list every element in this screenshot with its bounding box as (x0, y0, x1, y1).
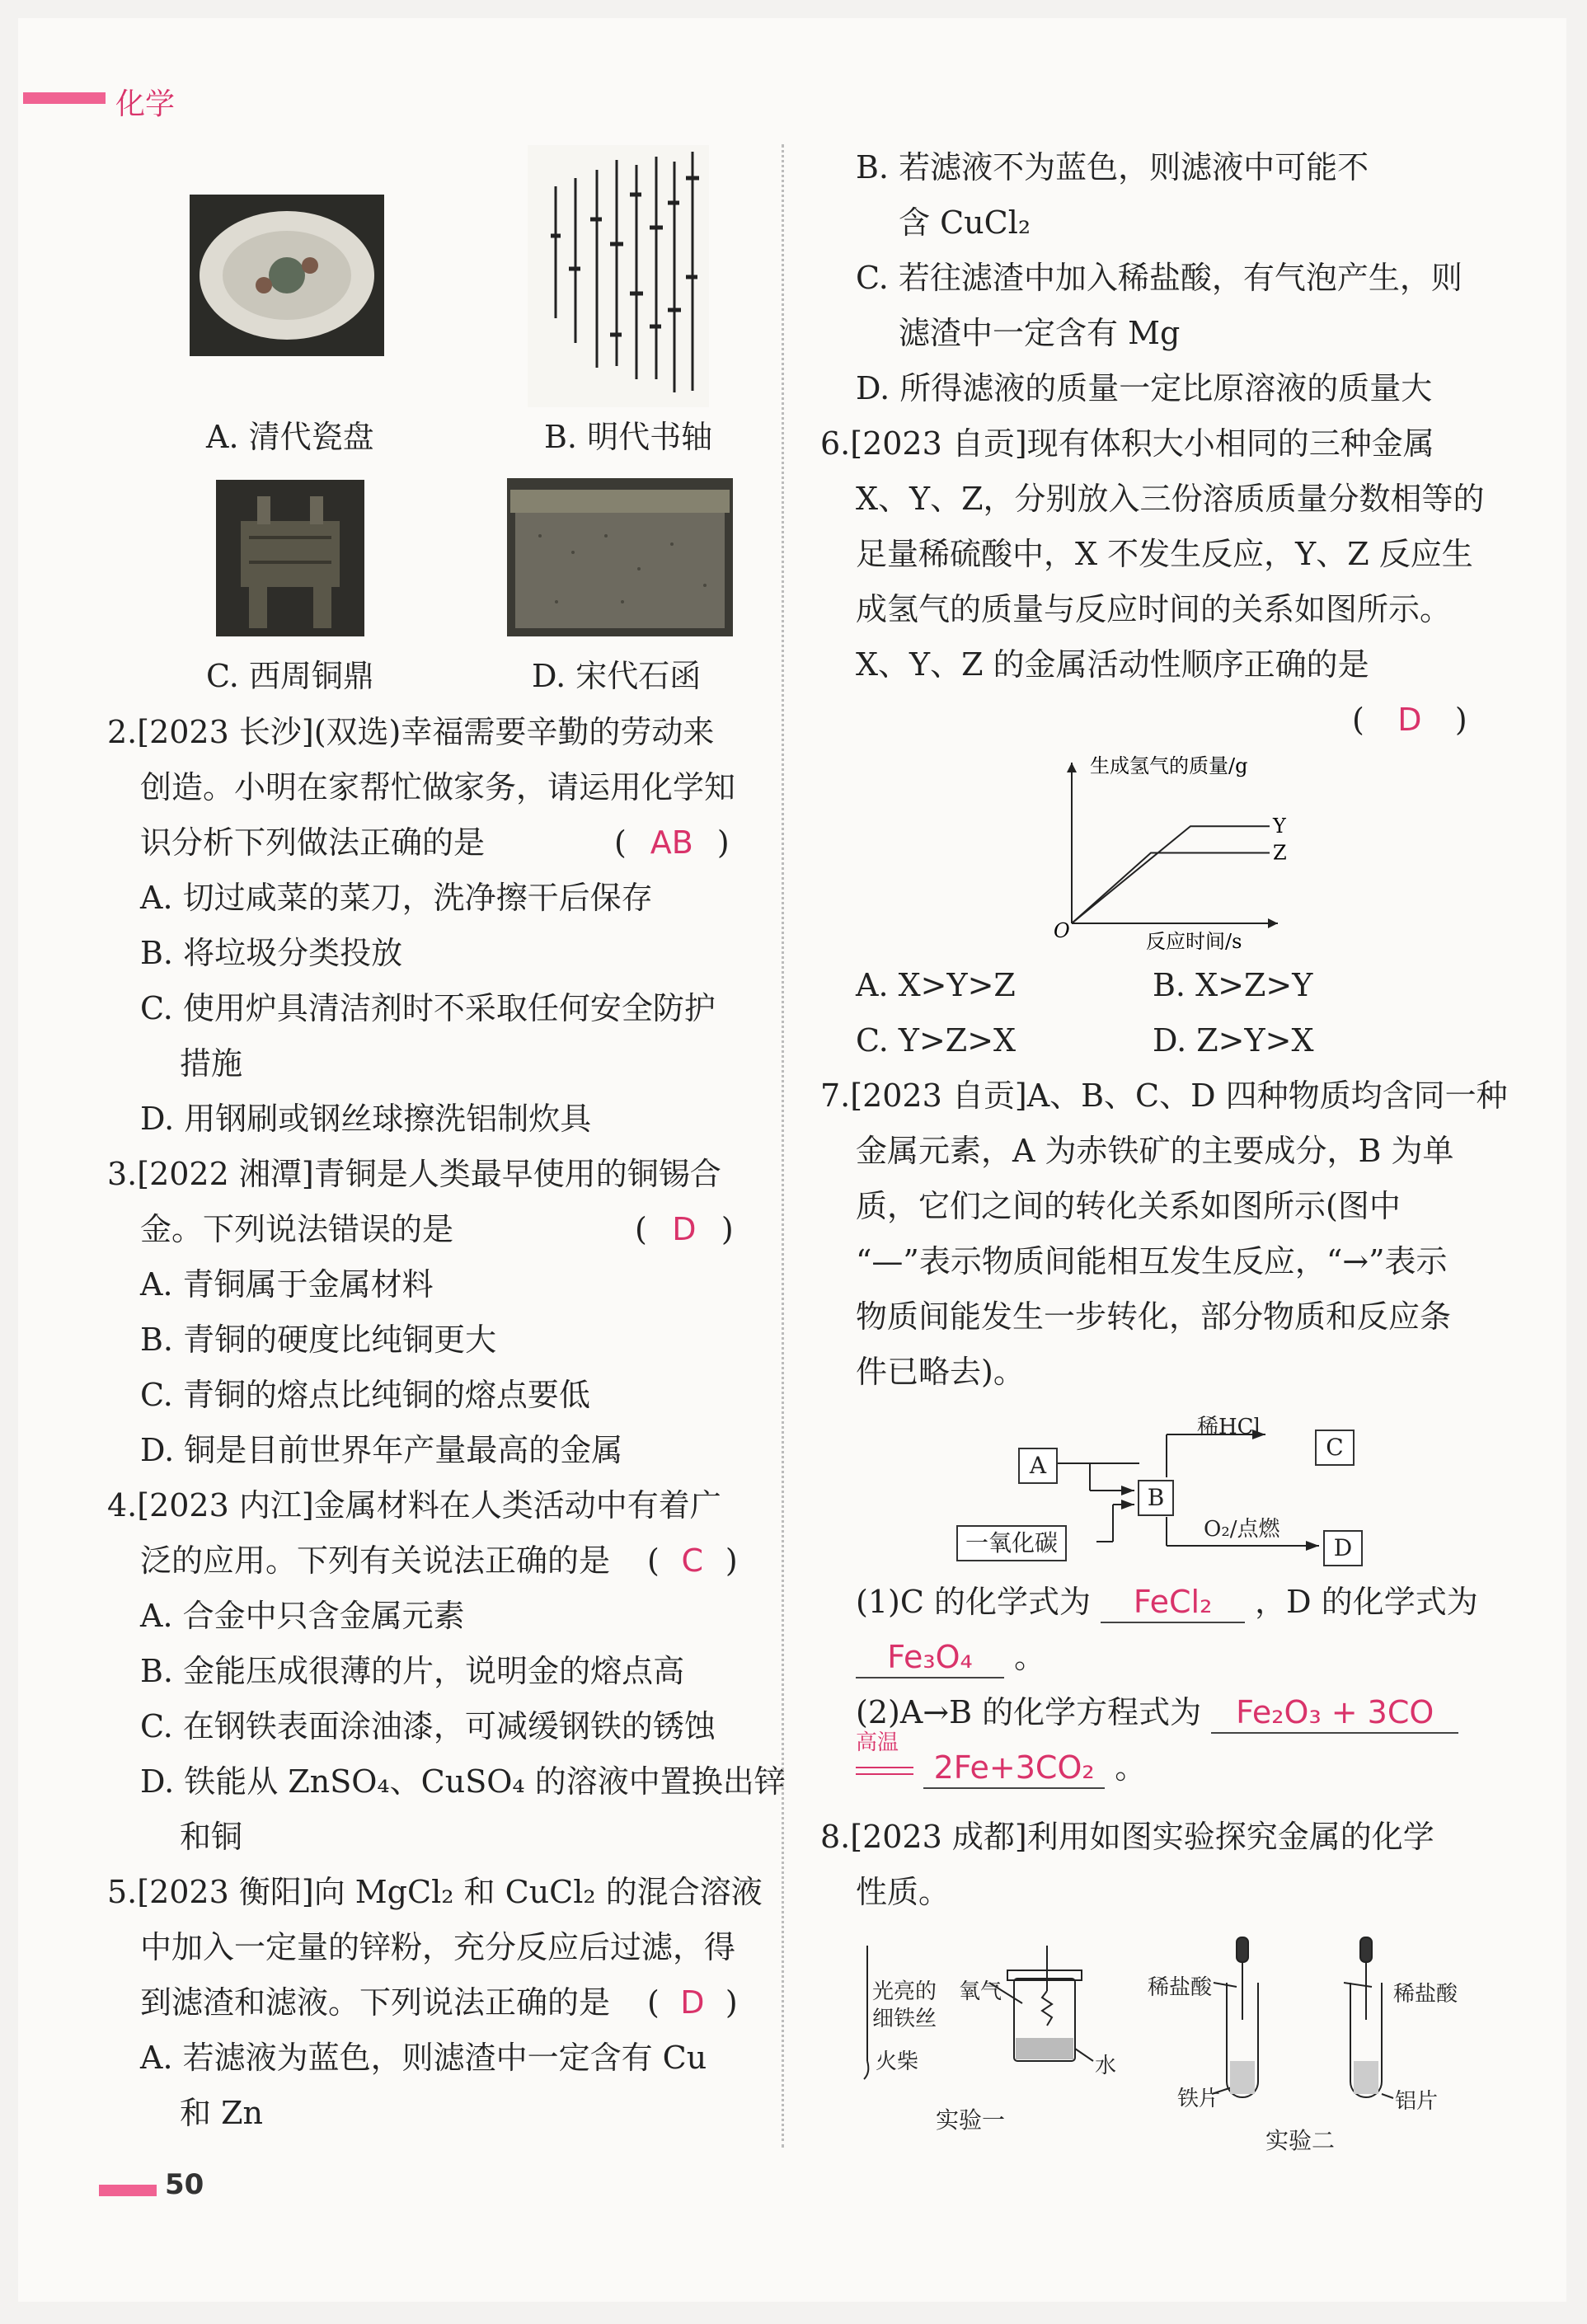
q6-option-a: A. X>Y>Z (856, 967, 1016, 1003)
q7-part1-line2 (856, 1630, 1045, 1685)
q2-option-c-1: C. 使用炉具清洁剂时不采取任何安全防护 (140, 990, 716, 1026)
q6-option-c: C. Y>Z>X (856, 1022, 1017, 1059)
q8-stem-1: 8.[2023 成都]利用如图实验探究金属的化学 (820, 1819, 1434, 1855)
q6-option-d: D. Z>Y>X (1153, 1022, 1314, 1059)
q2-stem-2: 创造。小明在家帮忙做家务，请运用化学知 (140, 769, 736, 805)
q6-answer-paren: ( D ) (1352, 693, 1467, 748)
option-a-porcelain: A. 清代瓷盘 (206, 419, 374, 455)
q3-answer-paren: ( D ) (635, 1202, 734, 1257)
q5-stem-1: 5.[2023 衡阳]向 MgCl₂ 和 CuCl₂ 的混合溶液 (107, 1874, 763, 1910)
q7-equation-equals (856, 1767, 913, 1775)
q5-option-b-2: 含 CuCl₂ (899, 204, 1031, 241)
oxygen-ignite-label: O₂/点燃 (1204, 1517, 1280, 1542)
q7-d-formula-answer: Fe₃O₄ (856, 1637, 1004, 1678)
dilute-hcl-label: 稀HCl (1197, 1415, 1261, 1439)
q8-stem-2: 性质。 (856, 1874, 951, 1910)
q7-part1-prompt: (1)C 的化学式为 (856, 1584, 1091, 1620)
q2-option-d: D. 用钢刷或钢丝球擦洗铝制炊具 (140, 1101, 592, 1137)
q7-c-formula-answer: FeCl₂ (1101, 1582, 1245, 1623)
experiment-one-caption: 实验一 (936, 2106, 1006, 2134)
zhou-bronze-ding-image (216, 480, 364, 636)
series-line-y (1072, 826, 1270, 923)
q7-stem-2: 金属元素，A 为赤铁矿的主要成分，B 为单 (856, 1133, 1454, 1169)
q5-option-d: D. 所得滤液的质量一定比原溶液的质量大 (856, 370, 1433, 406)
q6-stem-5: X、Y、Z 的金属活动性顺序正确的是 (856, 646, 1369, 683)
q6-stem-2: X、Y、Z，分别放入三份溶质质量分数相等的 (856, 481, 1485, 517)
q4-option-d-1: D. 铁能从 ZnSO₄、CuSO₄ 的溶液中置换出锌 (140, 1763, 786, 1800)
q2-option-b: B. 将垃圾分类投放 (140, 935, 403, 971)
q7-part2-end: 。 (1115, 1749, 1147, 1786)
qing-porcelain-plate-image (190, 195, 384, 356)
q5-option-b-1: B. 若滤液不为蓝色，则滤液中可能不 (856, 149, 1369, 185)
q3-option-b: B. 青铜的硬度比纯铜更大 (140, 1322, 497, 1358)
header-bar (23, 92, 106, 104)
iron-wire-label-1: 光亮的 (872, 1979, 937, 2004)
substance-c-box: C (1315, 1430, 1355, 1466)
q2-option-a: A. 切过咸菜的菜刀，洗净擦干后保存 (140, 880, 653, 916)
match-label: 火柴 (876, 2049, 919, 2074)
y-axis-label: 生成氢气的质量/g (1090, 754, 1248, 777)
q3-answer: D (672, 1211, 697, 1247)
q4-option-b: B. 金能压成很薄的片，说明金的熔点高 (140, 1653, 685, 1689)
substance-b-box: B (1138, 1480, 1174, 1516)
q5-answer-paren: ( D ) (647, 1975, 738, 2031)
series-label-z: Z (1273, 841, 1287, 865)
substance-a-box: A (1018, 1448, 1058, 1484)
q4-answer: C (681, 1542, 704, 1579)
q4-option-a: A. 合金中只含金属元素 (140, 1598, 465, 1634)
option-b-scroll: B. 明代书轴 (544, 419, 713, 455)
oxygen-label: 氧气 (959, 1979, 1002, 2004)
q5-option-c-1: C. 若往滤渣中加入稀盐酸，有气泡产生，则 (856, 260, 1463, 296)
q2-stem-1: 2.[2023 长沙](双选)幸福需要辛勤的劳动来 (107, 714, 715, 750)
q7-stem-5: 物质间能发生一步转化，部分物质和反应条 (856, 1298, 1452, 1335)
water-label: 水 (1095, 2054, 1117, 2078)
series-label-y: Y (1273, 815, 1286, 838)
q3-option-c: C. 青铜的熔点比纯铜的熔点要低 (140, 1377, 590, 1413)
q3-stem-2: 金。下列说法错误的是 (140, 1211, 454, 1247)
page-number: 50 (165, 2168, 204, 2201)
q7-part2-line1 (856, 1685, 1458, 1740)
q6-stem-4: 成氢气的质量与反应时间的关系如图所示。 (856, 591, 1452, 627)
aluminum-sheet-label: 铝片 (1395, 2089, 1439, 2114)
subject-label: 化学 (115, 87, 176, 121)
footer-bar (99, 2185, 157, 2196)
experiment-one-apparatus (857, 1946, 1129, 2119)
iron-sheet-label: 铁片 (1177, 2087, 1221, 2111)
q7-equation-answer: Fe₂O₃ + 3CO (1211, 1693, 1458, 1734)
q7-equation-product: 2Fe+3CO₂ (923, 1748, 1105, 1789)
q7-part1-mid: ，D 的化学式为 (1255, 1584, 1478, 1620)
q4-option-c: C. 在钢铁表面涂油漆，可减缓钢铁的锈蚀 (140, 1708, 716, 1744)
origin-label: O (1054, 919, 1070, 942)
q5-option-a-2: 和 Zn (180, 2095, 263, 2131)
q5-answer: D (680, 1984, 705, 2021)
carbon-monoxide-box: 一氧化碳 (956, 1525, 1067, 1561)
q7-stem-4: “—”表示物质间能相互发生反应，“→”表示 (856, 1243, 1448, 1279)
q3-option-a: A. 青铜属于金属材料 (140, 1266, 434, 1303)
hydrochloric-acid-label-2: 稀盐酸 (1393, 1982, 1458, 2007)
iron-wire-label-2: 细铁丝 (872, 2007, 937, 2031)
ming-calligraphy-scroll-image (528, 145, 709, 407)
option-c-ding: C. 西周铜鼎 (206, 658, 374, 694)
q2-stem-3: 识分析下列做法正确的是 (140, 824, 486, 861)
q6-stem-1: 6.[2023 自贡]现有体积大小相同的三种金属 (820, 425, 1434, 462)
q2-answer: AB (650, 824, 693, 861)
q2-option-c-2: 措施 (180, 1045, 243, 1082)
column-divider (782, 144, 784, 2148)
q7-part1-end: 。 (1014, 1639, 1046, 1675)
q4-answer-paren: ( C ) (647, 1533, 738, 1589)
hydrochloric-acid-label-1: 稀盐酸 (1148, 1975, 1213, 2000)
q6-stem-3: 足量稀硫酸中，X 不发生反应，Y、Z 反应生 (856, 536, 1473, 572)
song-stone-casket-image (507, 478, 733, 636)
option-d-casket: D. 宋代石函 (532, 658, 702, 694)
q5-option-a-1: A. 若滤液为蓝色，则滤渣中一定含有 Cu (140, 2040, 707, 2076)
q5-option-c-2: 滤渣中一定含有 Mg (899, 315, 1181, 351)
experiment-two-caption: 实验二 (1265, 2127, 1336, 2154)
x-axis-label: 反应时间/s (1146, 930, 1242, 952)
q7-stem-3: 质，它们之间的转化关系如图所示(图中 (856, 1188, 1401, 1224)
q5-stem-3: 到滤渣和滤液。下列说法正确的是 (140, 1984, 611, 2021)
q2-answer-paren: ( AB ) (614, 815, 730, 871)
q6-answer: D (1397, 702, 1422, 738)
q4-stem-1: 4.[2023 内江]金属材料在人类活动中有着广 (107, 1487, 721, 1524)
q7-part2-line2 (856, 1730, 1147, 1796)
q5-stem-2: 中加入一定量的锌粉，充分反应后过滤，得 (140, 1929, 736, 1965)
q7-part2-prompt: (2)A→B 的化学方程式为 (856, 1694, 1202, 1730)
substance-d-box: D (1323, 1530, 1363, 1566)
q7-part1-line1 (856, 1575, 1478, 1630)
q4-stem-2: 泛的应用。下列有关说法正确的是 (140, 1542, 611, 1579)
q3-option-d: D. 铜是目前世界年产量最高的金属 (140, 1432, 623, 1468)
q4-option-d-2: 和铜 (180, 1819, 243, 1855)
q7-stem-1: 7.[2023 自贡]A、B、C、D 四种物质均含同一种 (820, 1077, 1508, 1114)
series-line-z (1072, 853, 1270, 924)
q3-stem-1: 3.[2022 湘潭]青铜是人类最早使用的铜锡合 (107, 1156, 721, 1192)
q6-option-b: B. X>Z>Y (1153, 967, 1313, 1003)
q7-stem-6: 件已略去)。 (856, 1354, 1025, 1390)
hydrogen-mass-chart (1039, 746, 1311, 952)
q7-equation-condition: 高温 (856, 1730, 899, 1755)
